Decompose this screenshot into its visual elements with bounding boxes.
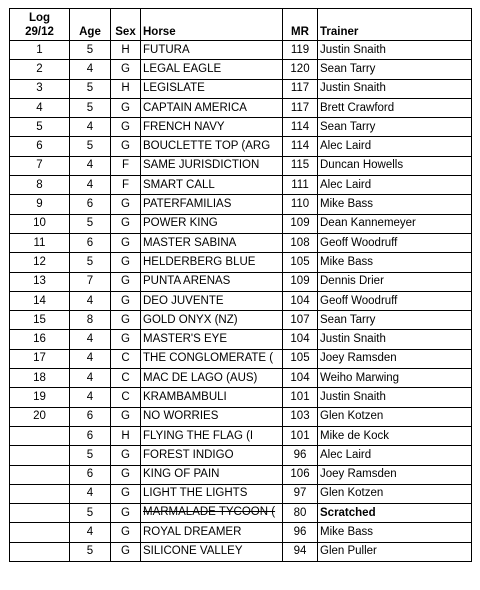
- log-header-line1: Log: [28, 12, 51, 24]
- trainer-cell: Sean Tarry: [318, 311, 472, 330]
- horse-cell: POWER KING: [141, 214, 283, 233]
- age-cell: 6: [70, 195, 111, 214]
- header-row: [10, 9, 472, 41]
- trainer-cell: Dean Kannemeyer: [318, 214, 472, 233]
- horse-cell: SAME JURISDICTION: [141, 156, 283, 175]
- log-cell: 6: [10, 137, 70, 156]
- age-cell: 5: [70, 98, 111, 117]
- table-row: [10, 60, 472, 79]
- age-cell: 4: [70, 369, 111, 388]
- mr-cell: 104: [283, 369, 318, 388]
- mr-cell: 105: [283, 349, 318, 368]
- log-cell: [10, 465, 70, 484]
- trainer-cell: Justin Snaith: [318, 388, 472, 407]
- age-cell: 4: [70, 330, 111, 349]
- table-row: [10, 291, 472, 310]
- age-cell: 5: [70, 446, 111, 465]
- table-row: [10, 214, 472, 233]
- log-cell: 3: [10, 79, 70, 98]
- trainer-cell: Glen Puller: [318, 542, 472, 561]
- mr-cell: 101: [283, 426, 318, 445]
- log-cell: 20: [10, 407, 70, 426]
- sex-cell: C: [111, 369, 141, 388]
- trainer-cell: Mike Bass: [318, 253, 472, 272]
- table-row: [10, 369, 472, 388]
- log-cell: 17: [10, 349, 70, 368]
- table-row: [10, 137, 472, 156]
- sex-cell: H: [111, 426, 141, 445]
- mr-cell: 110: [283, 195, 318, 214]
- sex-cell: G: [111, 542, 141, 561]
- age-cell: 5: [70, 504, 111, 523]
- trainer-cell: Justin Snaith: [318, 79, 472, 98]
- log-cell: 9: [10, 195, 70, 214]
- age-cell: 5: [70, 253, 111, 272]
- table-row: [10, 253, 472, 272]
- age-cell: 4: [70, 349, 111, 368]
- horse-cell: LEGAL EAGLE: [141, 60, 283, 79]
- scratched-horse-name: MARMALADE TYCOON (: [143, 506, 276, 519]
- sex-cell: G: [111, 484, 141, 503]
- mr-cell: 104: [283, 330, 318, 349]
- log-header: [10, 9, 70, 41]
- sex-cell: H: [111, 41, 141, 60]
- horse-header: Horse: [141, 9, 283, 41]
- table-row: [10, 504, 472, 523]
- trainer-cell: Sean Tarry: [318, 60, 472, 79]
- horse-cell: GOLD ONYX (NZ): [141, 311, 283, 330]
- trainer-cell: Mike Bass: [318, 195, 472, 214]
- mr-cell: 117: [283, 79, 318, 98]
- log-cell: 15: [10, 311, 70, 330]
- table-row: [10, 542, 472, 561]
- table-row: [10, 176, 472, 195]
- horse-cell: FLYING THE FLAG (I: [141, 426, 283, 445]
- mr-cell: 97: [283, 484, 318, 503]
- sex-cell: G: [111, 504, 141, 523]
- trainer-cell: Sean Tarry: [318, 118, 472, 137]
- log-cell: [10, 484, 70, 503]
- age-cell: 5: [70, 137, 111, 156]
- age-cell: 6: [70, 426, 111, 445]
- trainer-cell: Glen Kotzen: [318, 407, 472, 426]
- table-row: [10, 407, 472, 426]
- sex-cell: G: [111, 60, 141, 79]
- sex-cell: G: [111, 233, 141, 252]
- sex-cell: G: [111, 253, 141, 272]
- mr-cell: 101: [283, 388, 318, 407]
- horse-cell: SILICONE VALLEY: [141, 542, 283, 561]
- horse-cell: MASTER SABINA: [141, 233, 283, 252]
- horse-cell: LEGISLATE: [141, 79, 283, 98]
- mr-cell: 119: [283, 41, 318, 60]
- sex-cell: G: [111, 98, 141, 117]
- table-row: [10, 233, 472, 252]
- age-cell: 8: [70, 311, 111, 330]
- table-row: [10, 156, 472, 175]
- sex-cell: G: [111, 523, 141, 542]
- sex-cell: C: [111, 388, 141, 407]
- table-row: [10, 426, 472, 445]
- trainer-cell: Glen Kotzen: [318, 484, 472, 503]
- table-row: [10, 195, 472, 214]
- horse-cell: THE CONGLOMERATE (: [141, 349, 283, 368]
- log-cell: 1: [10, 41, 70, 60]
- mr-cell: 80: [283, 504, 318, 523]
- mr-cell: 120: [283, 60, 318, 79]
- trainer-cell: Duncan Howells: [318, 156, 472, 175]
- trainer-cell: Geoff Woodruff: [318, 291, 472, 310]
- table-row: [10, 349, 472, 368]
- sex-cell: C: [111, 349, 141, 368]
- log-cell: [10, 446, 70, 465]
- horse-cell: MASTER'S EYE: [141, 330, 283, 349]
- mr-cell: 104: [283, 291, 318, 310]
- mr-cell: 115: [283, 156, 318, 175]
- horse-cell: LIGHT THE LIGHTS: [141, 484, 283, 503]
- sex-cell: G: [111, 465, 141, 484]
- age-cell: 7: [70, 272, 111, 291]
- sex-cell: G: [111, 330, 141, 349]
- mr-cell: 111: [283, 176, 318, 195]
- trainer-cell: Alec Laird: [318, 446, 472, 465]
- trainer-cell: Weiho Marwing: [318, 369, 472, 388]
- log-cell: 16: [10, 330, 70, 349]
- horse-cell: PUNTA ARENAS: [141, 272, 283, 291]
- horse-cell: SMART CALL: [141, 176, 283, 195]
- trainer-cell: Brett Crawford: [318, 98, 472, 117]
- log-cell: 7: [10, 156, 70, 175]
- log-cell: [10, 523, 70, 542]
- log-cell: [10, 542, 70, 561]
- sex-cell: G: [111, 214, 141, 233]
- trainer-cell: Joey Ramsden: [318, 465, 472, 484]
- mr-cell: 108: [283, 233, 318, 252]
- log-cell: 2: [10, 60, 70, 79]
- table-row: [10, 446, 472, 465]
- trainer-cell: Mike Bass: [318, 523, 472, 542]
- mr-cell: 96: [283, 523, 318, 542]
- horse-cell: FUTURA: [141, 41, 283, 60]
- sex-cell: G: [111, 118, 141, 137]
- sex-cell: F: [111, 176, 141, 195]
- trainer-cell: Alec Laird: [318, 137, 472, 156]
- age-cell: 4: [70, 176, 111, 195]
- age-cell: 4: [70, 118, 111, 137]
- table-row: [10, 330, 472, 349]
- sex-cell: G: [111, 272, 141, 291]
- mr-cell: 114: [283, 137, 318, 156]
- age-cell: 5: [70, 41, 111, 60]
- trainer-cell: Justin Snaith: [318, 41, 472, 60]
- horse-cell: PATERFAMILIAS: [141, 195, 283, 214]
- age-header: Age: [70, 9, 111, 41]
- age-cell: 6: [70, 233, 111, 252]
- age-cell: 4: [70, 156, 111, 175]
- log-cell: [10, 426, 70, 445]
- log-cell: 4: [10, 98, 70, 117]
- table-row: [10, 465, 472, 484]
- mr-cell: 96: [283, 446, 318, 465]
- table-row: [10, 118, 472, 137]
- age-cell: 4: [70, 60, 111, 79]
- race-log-table: [9, 8, 472, 562]
- age-cell: 4: [70, 291, 111, 310]
- mr-cell: 105: [283, 253, 318, 272]
- table-row: [10, 272, 472, 291]
- horse-cell: KING OF PAIN: [141, 465, 283, 484]
- trainer-cell: Joey Ramsden: [318, 349, 472, 368]
- age-cell: 6: [70, 465, 111, 484]
- horse-cell: HELDERBERG BLUE: [141, 253, 283, 272]
- log-cell: 8: [10, 176, 70, 195]
- table-row: [10, 311, 472, 330]
- mr-cell: 109: [283, 214, 318, 233]
- sex-cell: G: [111, 311, 141, 330]
- horse-cell: FOREST INDIGO: [141, 446, 283, 465]
- log-cell: 13: [10, 272, 70, 291]
- log-cell: 19: [10, 388, 70, 407]
- horse-cell: NO WORRIES: [141, 407, 283, 426]
- sex-cell: F: [111, 156, 141, 175]
- trainer-cell: Justin Snaith: [318, 330, 472, 349]
- log-cell: 5: [10, 118, 70, 137]
- log-cell: 11: [10, 233, 70, 252]
- horse-cell: KRAMBAMBULI: [141, 388, 283, 407]
- trainer-cell: Alec Laird: [318, 176, 472, 195]
- sex-cell: G: [111, 446, 141, 465]
- horse-cell: MAC DE LAGO (AUS): [141, 369, 283, 388]
- age-cell: 5: [70, 214, 111, 233]
- log-cell: 12: [10, 253, 70, 272]
- table-row: [10, 79, 472, 98]
- sex-header: Sex: [111, 9, 141, 41]
- horse-cell: FRENCH NAVY: [141, 118, 283, 137]
- mr-cell: 94: [283, 542, 318, 561]
- horse-cell: ROYAL DREAMER: [141, 523, 283, 542]
- log-cell: 10: [10, 214, 70, 233]
- log-cell: 14: [10, 291, 70, 310]
- age-cell: 6: [70, 407, 111, 426]
- sex-cell: G: [111, 137, 141, 156]
- table-row: [10, 41, 472, 60]
- age-cell: 5: [70, 79, 111, 98]
- mr-cell: 107: [283, 311, 318, 330]
- age-cell: 4: [70, 523, 111, 542]
- mr-cell: 103: [283, 407, 318, 426]
- horse-cell: CAPTAIN AMERICA: [141, 98, 283, 117]
- mr-cell: 114: [283, 118, 318, 137]
- horse-cell: DEO JUVENTE: [141, 291, 283, 310]
- mr-cell: 117: [283, 98, 318, 117]
- horse-cell: BOUCLETTE TOP (ARG: [141, 137, 283, 156]
- log-cell: [10, 504, 70, 523]
- sex-cell: G: [111, 291, 141, 310]
- table-body: [10, 41, 472, 562]
- mr-cell: 106: [283, 465, 318, 484]
- age-cell: 5: [70, 542, 111, 561]
- trainer-cell: Geoff Woodruff: [318, 233, 472, 252]
- trainer-cell: Mike de Kock: [318, 426, 472, 445]
- trainer-cell: Scratched: [318, 504, 472, 523]
- log-header-line2: 29/12: [25, 26, 54, 38]
- table-row: [10, 523, 472, 542]
- sex-cell: G: [111, 195, 141, 214]
- table-row: [10, 484, 472, 503]
- mr-cell: 109: [283, 272, 318, 291]
- log-cell: 18: [10, 369, 70, 388]
- sex-cell: H: [111, 79, 141, 98]
- trainer-header: Trainer: [318, 9, 472, 41]
- horse-cell: [141, 504, 283, 523]
- table-row: [10, 98, 472, 117]
- age-cell: 4: [70, 388, 111, 407]
- sex-cell: G: [111, 407, 141, 426]
- table-row: [10, 388, 472, 407]
- trainer-cell: Dennis Drier: [318, 272, 472, 291]
- mr-header: MR: [283, 9, 318, 41]
- age-cell: 4: [70, 484, 111, 503]
